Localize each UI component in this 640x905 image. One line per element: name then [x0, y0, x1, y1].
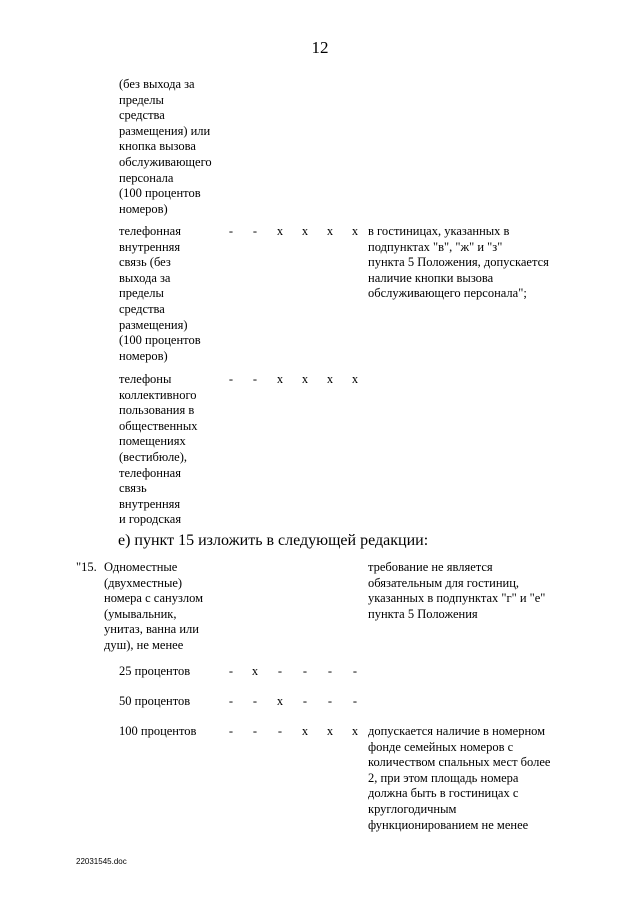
subrow-mark: - — [352, 664, 358, 678]
row-mark: x — [351, 224, 359, 238]
subrow-mark: x — [326, 724, 334, 738]
subrow-mark: x — [276, 694, 284, 708]
subrow-mark: - — [228, 664, 234, 678]
row-mark: - — [252, 224, 258, 238]
subrow-mark: - — [302, 694, 308, 708]
subrow-mark: x — [251, 664, 259, 678]
item-number: "15. — [76, 560, 97, 574]
document-filename: 22031545.doc — [76, 857, 127, 866]
subrow-mark: - — [228, 724, 234, 738]
subrow-mark: - — [252, 724, 258, 738]
subrow-mark: - — [327, 664, 333, 678]
row-mark: x — [301, 224, 309, 238]
subrow-mark: x — [301, 724, 309, 738]
subrow-mark: - — [352, 694, 358, 708]
subrow-mark: - — [228, 694, 234, 708]
row-remark: в гостиницах, указанных в подпунктах "в", "ж" и "з" пункта 5 Положения, допускается наличие кнопки вызова обслуживающего персонала"; — [368, 224, 549, 301]
row-mark: x — [326, 224, 334, 238]
subrow-label-25: 25 процентов — [119, 664, 191, 678]
subrow-mark: x — [351, 724, 359, 738]
subrow-mark: - — [252, 694, 258, 708]
subrow-mark: - — [277, 724, 283, 738]
subrow-mark: - — [327, 694, 333, 708]
row-mark: - — [252, 372, 258, 386]
item15-remark: требование не является обязательным для гостиниц, указанных в подпунктах "г" и "е" пункта 5 Положения — [368, 560, 546, 621]
row-name-collective-phones: телефоны коллективного пользования в общественных помещениях (вестибюле), телефонная связь внутренняя и городская — [119, 372, 198, 527]
row-mark: x — [351, 372, 359, 386]
row-name-internal-phone: телефонная внутренняя связь (без выхода за пределы средства размещения) (100 процентов номеров) — [119, 224, 201, 363]
row-mark: x — [326, 372, 334, 386]
row-mark: x — [276, 372, 284, 386]
page-number: 12 — [311, 38, 329, 57]
row-mark: x — [301, 372, 309, 386]
subrow-mark: - — [302, 664, 308, 678]
subrow-mark: - — [277, 664, 283, 678]
amendment-heading: е) пункт 15 изложить в следующей редакции: — [118, 532, 429, 549]
subrow-remark-100: допускается наличие в номерном фонде семейных номеров с количеством спальных мест более 2, при этом площадь номера должна быть в гостиницах с круглогодичным функционированием не менее — [368, 724, 551, 832]
subrow-label-50: 50 процентов — [119, 694, 191, 708]
row-mark: x — [276, 224, 284, 238]
continued-row-name: (без выхода за пределы средства размещения) или кнопка вызова обслуживающего персонала (100 процентов номеров) — [119, 77, 212, 216]
item15-name: Одноместные (двухместные) номера с санузлом (умывальник, унитаз, ванна или душ), не менее — [104, 560, 204, 652]
row-mark: - — [228, 372, 234, 386]
subrow-label-100: 100 процентов — [119, 724, 197, 738]
row-mark: - — [228, 224, 234, 238]
